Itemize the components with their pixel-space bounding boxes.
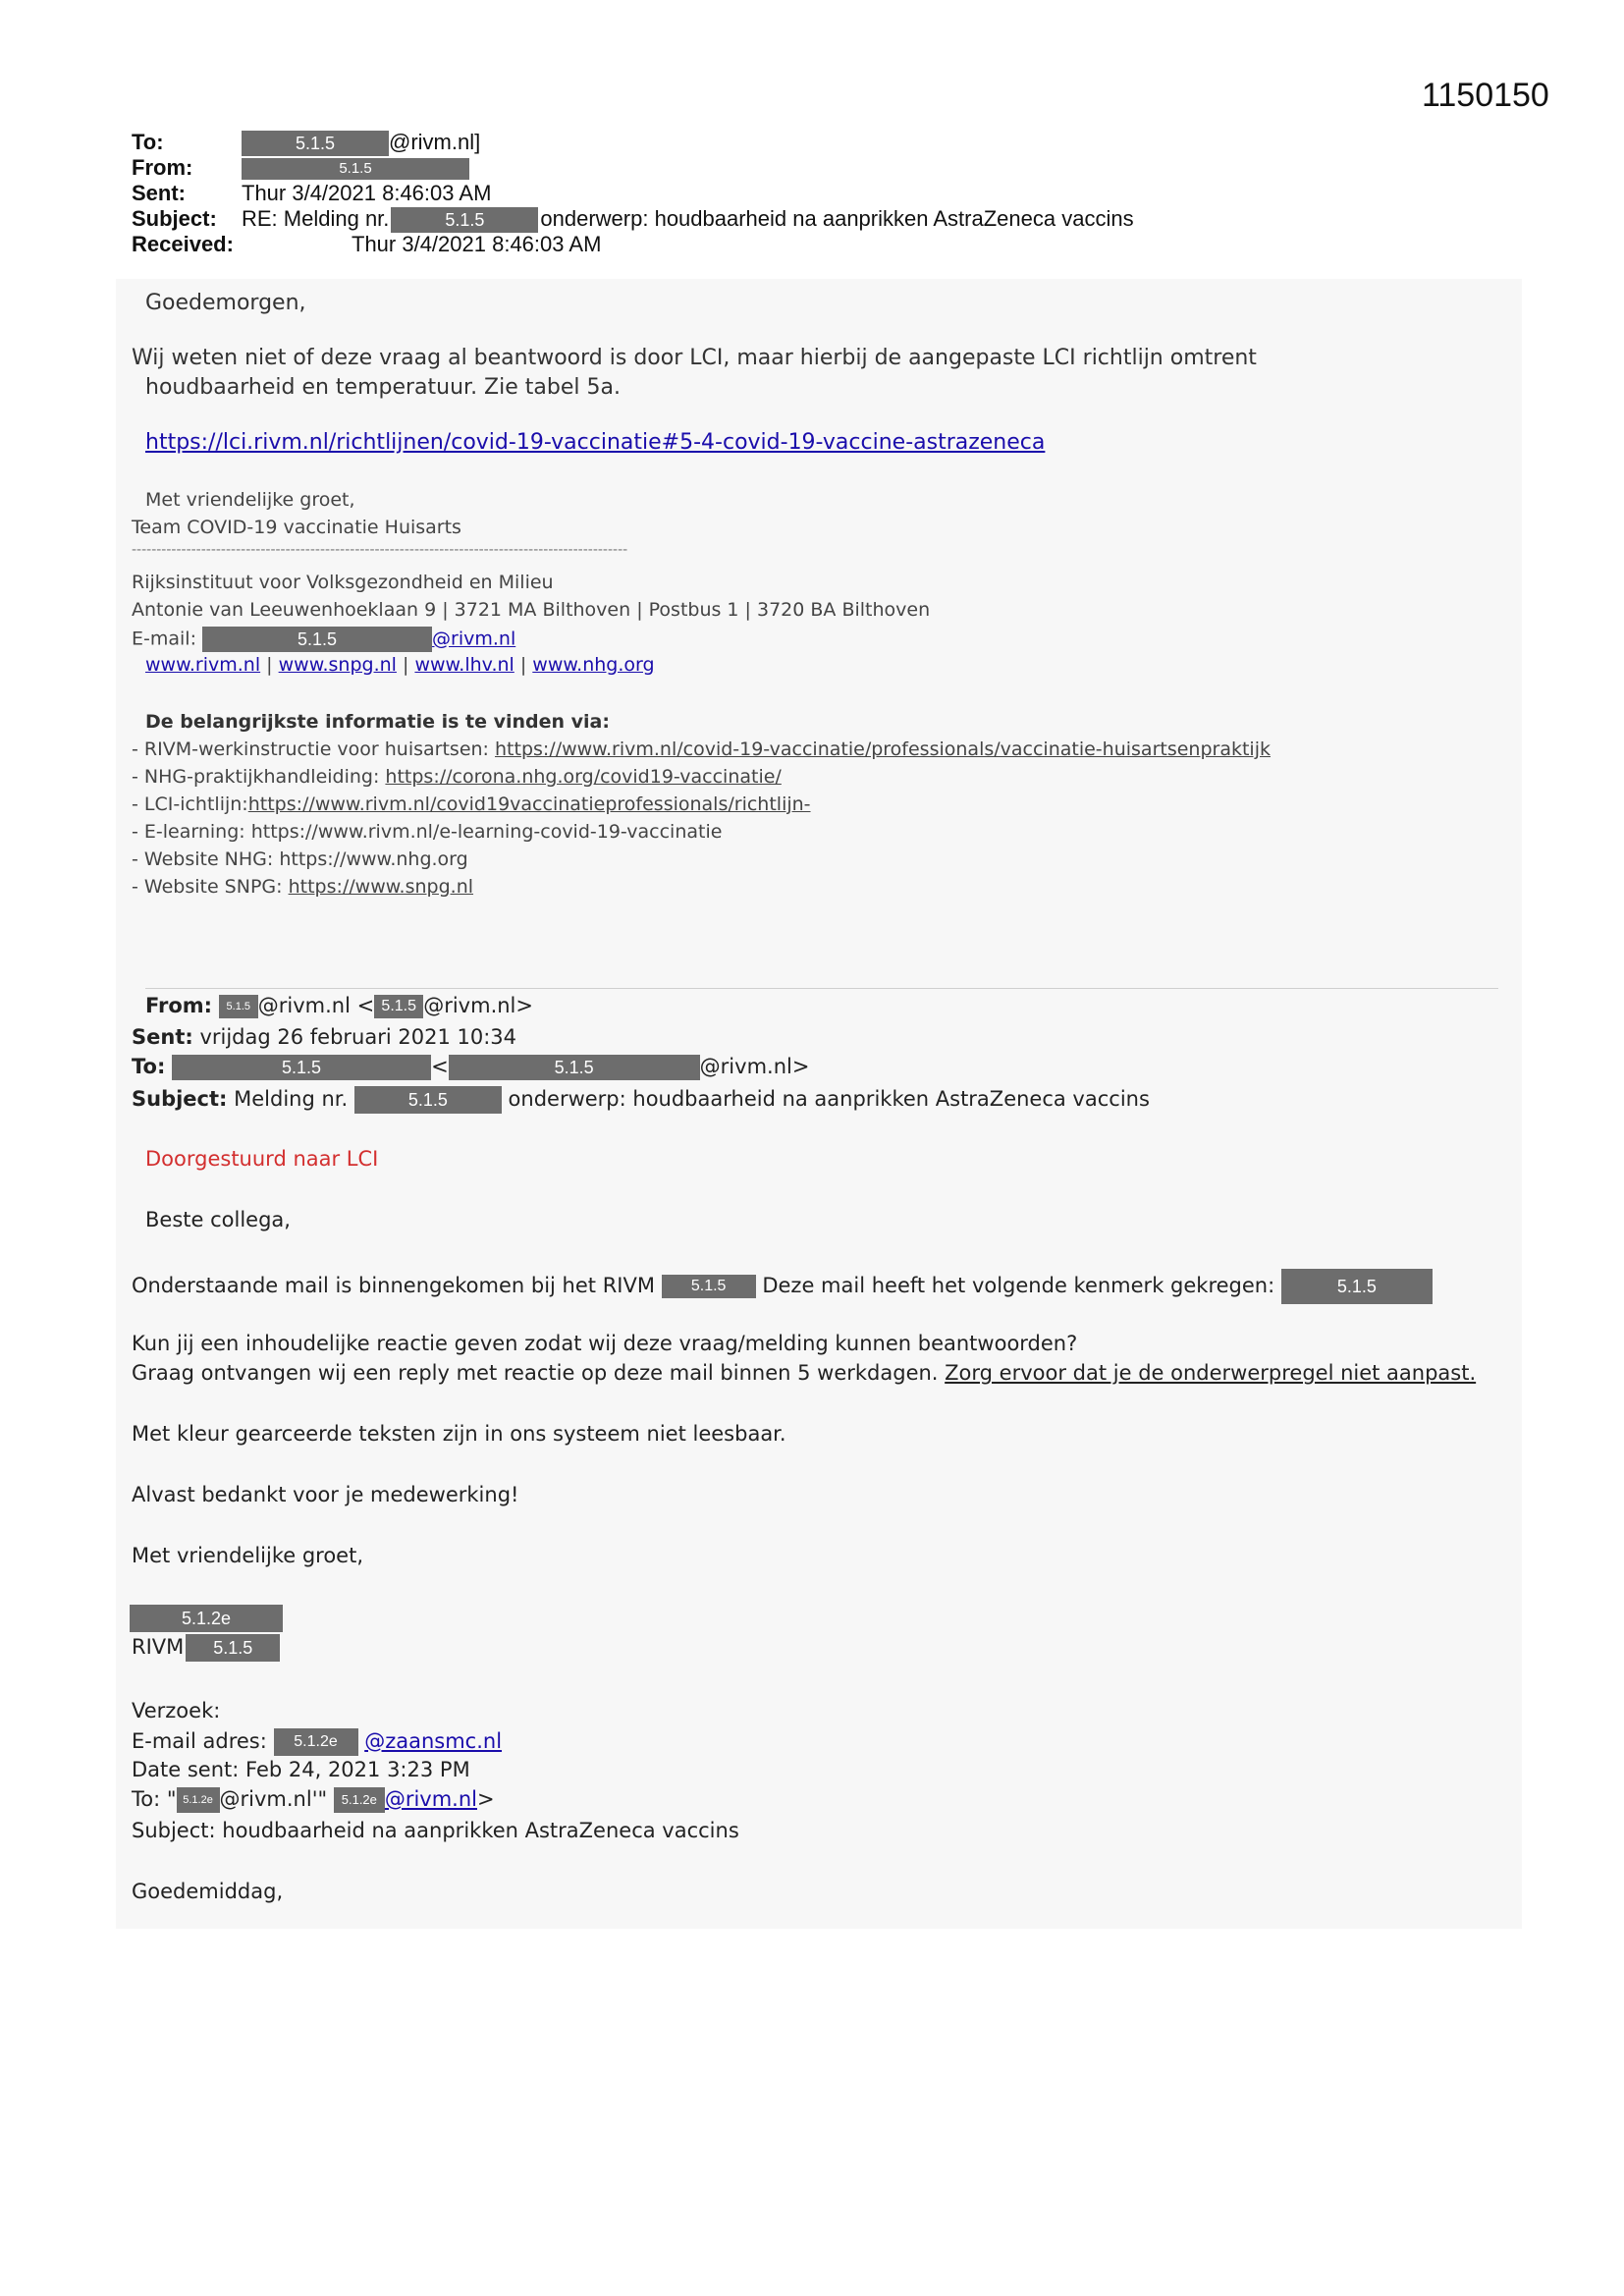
email-domain-link[interactable]: @rivm.nl [432, 628, 516, 650]
fwd-subject-row [132, 1086, 1150, 1114]
redaction-box: 5.1.2e [130, 1605, 283, 1632]
fwd-subject-label: Subject: [132, 1087, 228, 1111]
paragraph-2-line1: Kun jij een inhoudelijke reactie geven zodat wij deze vraag/melding kunnen beantwoorden? [132, 1332, 1078, 1355]
redaction-box: 5.1.5 [391, 207, 538, 233]
paragraph-4: Alvast bedankt voor je medewerking! [132, 1483, 519, 1506]
lci-guideline-link[interactable]: https://lci.rivm.nl/richtlijnen/covid-19-vaccinatie#5-4-covid-19-vaccine-astrazeneca [145, 430, 1046, 455]
org-address: Antonie van Leeuwenhoeklaan 9 | 3721 MA Bilthoven | Postbus 1 | 3720 BA Bilthoven [132, 599, 931, 621]
fwd-to-row [132, 1055, 809, 1080]
sig-org-name: RIVM [132, 1635, 185, 1659]
paragraph-3: Met kleur gearceerde teksten zijn in ons systeem niet leesbaar. [132, 1422, 786, 1446]
subject-value [242, 206, 1134, 233]
fwd-to-label: To: [132, 1055, 166, 1078]
request-greeting: Goedemiddag, [132, 1880, 284, 1903]
forwarded-note: Doorgestuurd naar LCI [145, 1147, 379, 1171]
info-heading: De belangrijkste informatie is te vinden via: [145, 711, 610, 733]
website-links [145, 654, 655, 676]
org-email-row [132, 627, 515, 652]
reply-closing: Met vriendelijke groet, [145, 489, 355, 511]
fwd-subject-prefix: Melding nr. [227, 1087, 349, 1111]
redaction-box: 5.1.5 [219, 995, 258, 1018]
fwd-from-mid: @rivm.nl < [257, 994, 375, 1017]
from-label: From: [132, 155, 193, 180]
subject-suffix: onderwerp: houdbaarheid na aanprikken AstraZeneca vaccins [540, 206, 1134, 231]
fwd-subject-suffix: onderwerp: houdbaarheid na aanprikken AstraZeneca vaccins [508, 1087, 1150, 1111]
fwd-from-label: From: [145, 994, 213, 1017]
salutation: Beste collega, [145, 1208, 291, 1231]
signature-divider: ---------------------------------------------------------------------------------------------------- [132, 542, 628, 558]
request-email-row [132, 1728, 502, 1756]
subject-prefix: RE: Melding nr. [242, 206, 390, 231]
signature-org [132, 1634, 280, 1662]
redaction-box: 5.1.5 [172, 1055, 431, 1080]
paragraph-1 [132, 1269, 1433, 1304]
info-item-6 [132, 876, 473, 898]
reply-body-line1: Wij weten niet of deze vraag al beantwoord is door LCI, maar hierbij de aangepaste LCI richtlijn omtrent [132, 346, 1257, 370]
fwd-from-row [145, 994, 533, 1018]
link-snpg[interactable]: www.snpg.nl [278, 654, 397, 676]
email-label: E-mail: [132, 628, 196, 650]
from-value [242, 155, 469, 181]
link-lhv[interactable]: www.lhv.nl [414, 654, 514, 676]
info-item-3 [132, 793, 811, 815]
request-date: Date sent: Feb 24, 2021 3:23 PM [132, 1758, 470, 1781]
req-email-domain-link[interactable]: @zaansmc.nl [364, 1729, 503, 1753]
para2-text: Graag ontvangen wij een reply met reactie op deze mail binnen 5 werkdagen. [132, 1361, 946, 1385]
info3-label: - LCI-ichtlijn: [132, 793, 248, 815]
fwd-sent-row [132, 1025, 516, 1049]
pipe-separator: | [260, 654, 279, 676]
redaction-box: 5.1.5 [1281, 1269, 1433, 1304]
redaction-box: 5.1.5 [662, 1275, 756, 1298]
info1-label: - RIVM-werkinstructie voor huisartsen: [132, 738, 495, 760]
info6-link[interactable]: https://www.snpg.nl [288, 876, 474, 898]
fwd-closing: Met vriendelijke groet, [132, 1544, 364, 1567]
info1-link[interactable]: https://www.rivm.nl/covid-19-vaccinatie/professionals/vaccinatie-huisartsenpraktijk [495, 738, 1271, 760]
signature-name [130, 1605, 283, 1632]
req-to-end: > [477, 1787, 495, 1811]
req-to-mid: @rivm.nl'" [219, 1787, 328, 1811]
received-label: Received: [132, 232, 234, 256]
reply-team: Team COVID-19 vaccinatie Huisarts [132, 517, 461, 538]
redaction-box: 5.1.5 [202, 627, 432, 652]
fwd-sent-label: Sent: [132, 1025, 193, 1049]
info-item-4: - E-learning: https://www.rivm.nl/e-learning-covid-19-vaccinatie [132, 821, 723, 843]
redaction-box: 5.1.5 [242, 131, 389, 156]
document-number: 1150150 [1422, 77, 1549, 114]
pipe-separator: | [514, 654, 533, 676]
redaction-box: 5.1.5 [354, 1086, 502, 1114]
paragraph-2-line2 [132, 1361, 1476, 1385]
to-value [242, 130, 480, 156]
link-rivm[interactable]: www.rivm.nl [145, 654, 261, 676]
redaction-box: 5.1.5 [242, 158, 469, 180]
redaction-box: 5.1.2e [177, 1787, 220, 1813]
pipe-separator: | [396, 654, 415, 676]
request-label: Verzoek: [132, 1699, 221, 1722]
org-name: Rijksinstituut voor Volksgezondheid en Milieu [132, 572, 554, 593]
para2-underlined: Zorg ervoor dat je de onderwerpregel niet aanpast. [945, 1361, 1477, 1385]
redaction-box: 5.1.2e [334, 1787, 385, 1813]
sent-label: Sent: [132, 181, 186, 205]
message-separator [145, 988, 1498, 989]
fwd-from-end: @rivm.nl> [423, 994, 533, 1017]
request-to-row [132, 1787, 495, 1813]
req-to-link[interactable]: @rivm.nl [384, 1787, 477, 1811]
reply-body-line2: houdbaarheid en temperatuur. Zie tabel 5a. [145, 375, 621, 400]
sent-value: Thur 3/4/2021 8:46:03 AM [242, 181, 492, 205]
fwd-sent-value: vrijdag 26 februari 2021 10:34 [192, 1025, 517, 1049]
req-to-label: To: " [132, 1787, 177, 1811]
info-item-2 [132, 766, 782, 788]
to-domain: @rivm.nl] [389, 130, 481, 154]
reply-greeting: Goedemorgen, [145, 291, 306, 315]
req-email-label: E-mail adres: [132, 1729, 267, 1753]
received-value: Thur 3/4/2021 8:46:03 AM [352, 232, 602, 256]
redaction-box: 5.1.5 [449, 1055, 700, 1080]
redaction-box: 5.1.5 [374, 995, 423, 1018]
info-item-1 [132, 738, 1271, 760]
link-nhg[interactable]: www.nhg.org [532, 654, 655, 676]
subject-label: Subject: [132, 206, 217, 231]
info2-label: - NHG-praktijkhandleiding: [132, 766, 386, 788]
info6-label: - Website SNPG: [132, 876, 289, 898]
info2-link[interactable]: https://corona.nhg.org/covid19-vaccinatie/ [385, 766, 782, 788]
info-item-5: - Website NHG: https://www.nhg.org [132, 848, 468, 870]
para1-text-a: Onderstaande mail is binnengekomen bij het RIVM [132, 1274, 655, 1297]
request-subject: Subject: houdbaarheid na aanprikken AstraZeneca vaccins [132, 1819, 739, 1842]
fwd-to-lt: < [431, 1055, 449, 1078]
info3-link[interactable]: https://www.rivm.nl/covid19vaccinatieprofessionals/richtlijn- [247, 793, 811, 815]
para1-text-b: Deze mail heeft het volgende kenmerk gekregen: [762, 1274, 1275, 1297]
fwd-to-end: @rivm.nl> [699, 1055, 810, 1078]
to-label: To: [132, 130, 164, 154]
redaction-box: 5.1.2e [274, 1728, 358, 1756]
redaction-box: 5.1.5 [186, 1634, 280, 1662]
